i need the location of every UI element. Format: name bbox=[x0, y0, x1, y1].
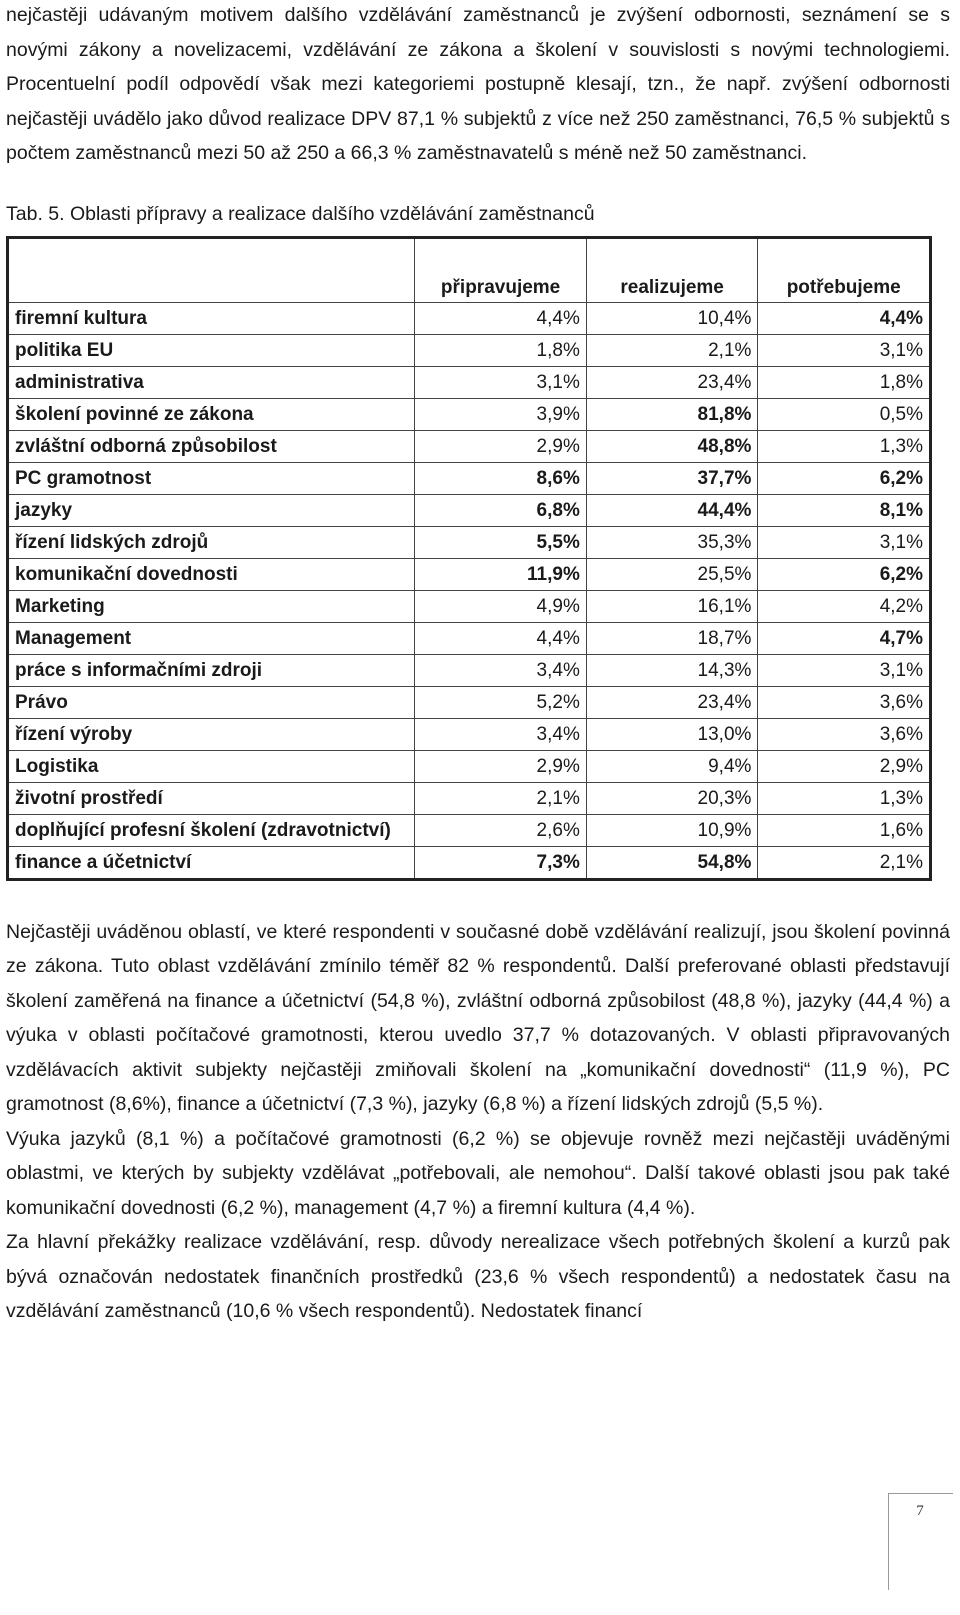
value-realizujeme: 13,0% bbox=[586, 718, 758, 750]
value-pripravujeme: 2,1% bbox=[415, 782, 587, 814]
table-row bbox=[8, 558, 931, 590]
row-label: PC gramotnost bbox=[8, 462, 415, 494]
page-number: 7 bbox=[916, 1503, 924, 1519]
value-potrebujeme: 1,3% bbox=[758, 430, 931, 462]
row-label: životní prostředí bbox=[8, 782, 415, 814]
value-pripravujeme: 2,9% bbox=[415, 750, 587, 782]
value-pripravujeme: 8,6% bbox=[415, 462, 587, 494]
value-realizujeme: 23,4% bbox=[586, 366, 758, 398]
value-potrebujeme: 4,2% bbox=[758, 590, 931, 622]
value-potrebujeme: 6,2% bbox=[758, 462, 931, 494]
value-pripravujeme: 4,4% bbox=[415, 622, 587, 654]
paragraph-needs: Výuka jazyků (8,1 %) a počítačové gramotnosti (6,2 %) se objevuje rovněž mezi nejčastěji uváděnými oblastmi, ve kterých by subjekty vzdělávat „potřebovali, ale nemohou“. Další takové oblasti jsou pak také komunikační dovednosti (6,2 %), management (4,7 %) a firemní kultura (4,4 %). bbox=[6, 1127, 950, 1219]
value-realizujeme: 48,8% bbox=[586, 430, 758, 462]
table-row bbox=[8, 494, 931, 526]
table-header-pripravujeme: připravujeme bbox=[415, 237, 587, 302]
document-page bbox=[6, 0, 950, 1329]
value-realizujeme: 44,4% bbox=[586, 494, 758, 526]
row-label: Marketing bbox=[8, 590, 415, 622]
table-row bbox=[8, 654, 931, 686]
table-header-row bbox=[8, 237, 931, 302]
row-label: jazyky bbox=[8, 494, 415, 526]
row-label: doplňující profesní školení (zdravotnictví) bbox=[8, 814, 415, 846]
table-caption: Tab. 5. Oblasti přípravy a realizace dalšího vzdělávání zaměstnanců bbox=[6, 202, 595, 225]
value-pripravujeme: 3,1% bbox=[415, 366, 587, 398]
table-row bbox=[8, 718, 931, 750]
value-potrebujeme: 2,1% bbox=[758, 846, 931, 879]
row-label: zvláštní odborná způsobilost bbox=[8, 430, 415, 462]
value-realizujeme: 9,4% bbox=[586, 750, 758, 782]
value-pripravujeme: 3,4% bbox=[415, 718, 587, 750]
body-text bbox=[6, 915, 950, 1329]
value-realizujeme: 25,5% bbox=[586, 558, 758, 590]
value-potrebujeme: 6,2% bbox=[758, 558, 931, 590]
intro-paragraph: nejčastěji udávaným motivem dalšího vzdělávání zaměstnanců je zvýšení odbornosti, seznámení se s novými zákony a novelizacemi, vzdělávání ze zákona a školení v souvislosti s novými technologiemi. Procentuelní podíl odpovědí však mezi kategoriemi postupně klesají, tzn., že např. zvýšení odbornosti nejčastěji uvádělo jako důvod realizace DPV 87,1 % subjektů z více než 250 zaměstnanci, 76,5 % subjektů s počtem zaměstnanců mezi 50 až 250 a 66,3 % zaměstnavatelů s méně než 50 zaměstnanci. bbox=[6, 4, 950, 164]
value-potrebujeme: 3,6% bbox=[758, 718, 931, 750]
table-header-blank bbox=[8, 237, 415, 302]
table-header-realizujeme: realizujeme bbox=[586, 237, 758, 302]
value-potrebujeme: 0,5% bbox=[758, 398, 931, 430]
row-label: administrativa bbox=[8, 366, 415, 398]
value-realizujeme: 16,1% bbox=[586, 590, 758, 622]
value-realizujeme: 81,8% bbox=[586, 398, 758, 430]
value-pripravujeme: 2,6% bbox=[415, 814, 587, 846]
table-row bbox=[8, 814, 931, 846]
table-row bbox=[8, 782, 931, 814]
value-potrebujeme: 4,7% bbox=[758, 622, 931, 654]
value-realizujeme: 20,3% bbox=[586, 782, 758, 814]
table-row bbox=[8, 846, 931, 879]
paragraph-findings: Nejčastěji uváděnou oblastí, ve které respondenti v současné době vzdělávání realizují, jsou školení povinná ze zákona. Tuto oblast vzdělávání zmínilo téměř 82 % respondentů. Další preferované oblasti představují školení zaměřená na finance a účetnictví (54,8 %), zvláštní odborná způsobilost (48,8 %), jazyky (44,4 %) a výuka v oblasti počítačové gramotnosti, kterou uvedlo 37,7 % dotazovaných. V oblasti připravovaných vzdělávacích aktivit subjekty nejčastěji zmiňovali školení na „komunikační dovednosti“ (11,9 %), PC gramotnost (8,6%), finance a účetnictví (7,3 %), jazyky (6,8 %) a řízení lidských zdrojů (5,5 %). bbox=[6, 920, 950, 1115]
value-potrebujeme: 1,8% bbox=[758, 366, 931, 398]
value-pripravujeme: 11,9% bbox=[415, 558, 587, 590]
row-label: Právo bbox=[8, 686, 415, 718]
table-row bbox=[8, 622, 931, 654]
value-pripravujeme: 4,4% bbox=[415, 302, 587, 334]
value-realizujeme: 18,7% bbox=[586, 622, 758, 654]
value-pripravujeme: 5,5% bbox=[415, 526, 587, 558]
value-pripravujeme: 6,8% bbox=[415, 494, 587, 526]
value-realizujeme: 37,7% bbox=[586, 462, 758, 494]
row-label: politika EU bbox=[8, 334, 415, 366]
row-label: Management bbox=[8, 622, 415, 654]
table-row bbox=[8, 526, 931, 558]
value-potrebujeme: 3,1% bbox=[758, 334, 931, 366]
value-pripravujeme: 3,9% bbox=[415, 398, 587, 430]
value-pripravujeme: 1,8% bbox=[415, 334, 587, 366]
table-row bbox=[8, 398, 931, 430]
table-row bbox=[8, 302, 931, 334]
value-realizujeme: 14,3% bbox=[586, 654, 758, 686]
value-potrebujeme: 4,4% bbox=[758, 302, 931, 334]
table-row bbox=[8, 686, 931, 718]
value-realizujeme: 54,8% bbox=[586, 846, 758, 879]
value-pripravujeme: 5,2% bbox=[415, 686, 587, 718]
value-potrebujeme: 3,1% bbox=[758, 654, 931, 686]
table-row bbox=[8, 590, 931, 622]
value-pripravujeme: 4,9% bbox=[415, 590, 587, 622]
value-realizujeme: 2,1% bbox=[586, 334, 758, 366]
value-potrebujeme: 8,1% bbox=[758, 494, 931, 526]
value-pripravujeme: 2,9% bbox=[415, 430, 587, 462]
value-pripravujeme: 7,3% bbox=[415, 846, 587, 879]
table-header-potrebujeme: potřebujeme bbox=[758, 237, 931, 302]
value-realizujeme: 35,3% bbox=[586, 526, 758, 558]
row-label: komunikační dovednosti bbox=[8, 558, 415, 590]
table-row bbox=[8, 430, 931, 462]
table-row bbox=[8, 750, 931, 782]
table-body bbox=[8, 302, 931, 879]
training-areas-table bbox=[6, 236, 932, 881]
value-pripravujeme: 3,4% bbox=[415, 654, 587, 686]
value-potrebujeme: 3,6% bbox=[758, 686, 931, 718]
value-potrebujeme: 3,1% bbox=[758, 526, 931, 558]
value-potrebujeme: 1,3% bbox=[758, 782, 931, 814]
row-label: firemní kultura bbox=[8, 302, 415, 334]
table-row bbox=[8, 334, 931, 366]
row-label: řízení lidských zdrojů bbox=[8, 526, 415, 558]
value-realizujeme: 10,9% bbox=[586, 814, 758, 846]
value-potrebujeme: 1,6% bbox=[758, 814, 931, 846]
row-label: Logistika bbox=[8, 750, 415, 782]
value-realizujeme: 23,4% bbox=[586, 686, 758, 718]
value-potrebujeme: 2,9% bbox=[758, 750, 931, 782]
table-row bbox=[8, 366, 931, 398]
row-label: finance a účetnictví bbox=[8, 846, 415, 879]
row-label: školení povinné ze zákona bbox=[8, 398, 415, 430]
value-realizujeme: 10,4% bbox=[586, 302, 758, 334]
paragraph-obstacles: Za hlavní překážky realizace vzdělávání, resp. důvody nerealizace všech potřebných školení a kurzů pak bývá označován nedostatek finančních prostředků (23,6 % všech respondentů) a nedostatek času na vzdělávání zaměstnanců (10,6 % všech respondentů). Nedostatek financí bbox=[6, 1231, 950, 1322]
row-label: řízení výroby bbox=[8, 718, 415, 750]
row-label: práce s informačními zdroji bbox=[8, 654, 415, 686]
table-row bbox=[8, 462, 931, 494]
